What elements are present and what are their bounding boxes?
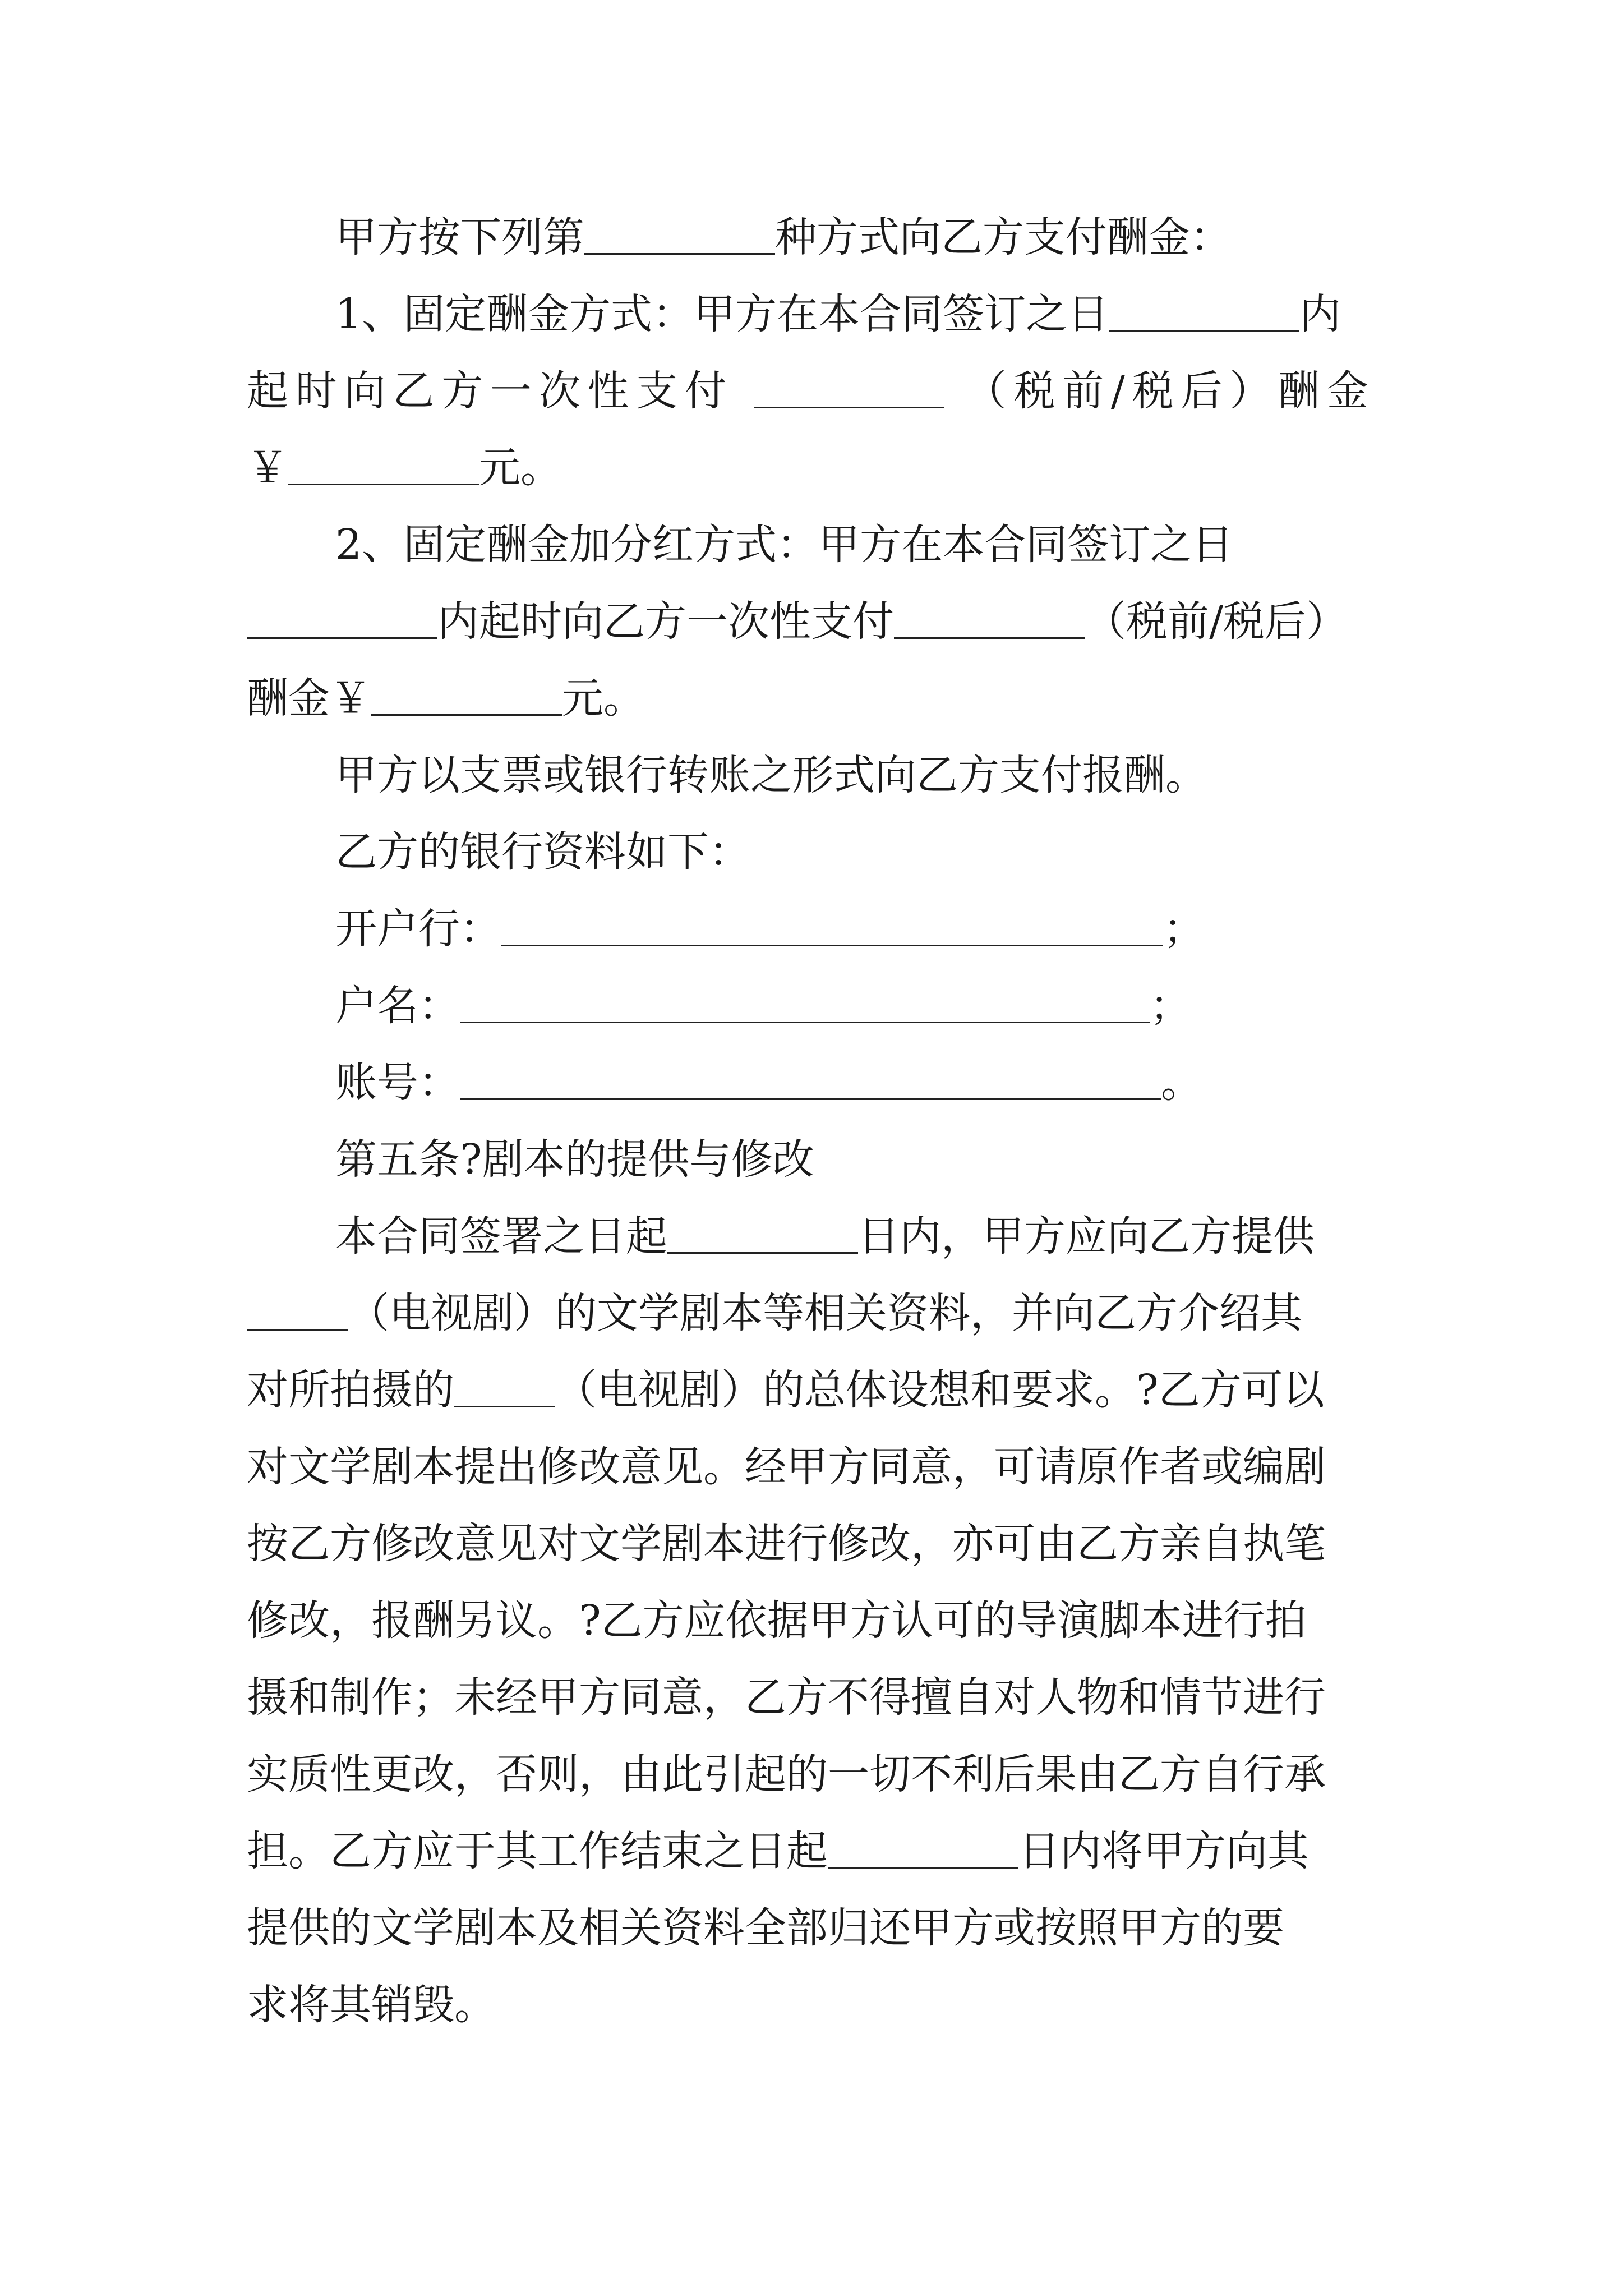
account-name-blank [460,980,1150,1023]
text: 2、固定酬金加分红方式：甲方在本合同签订之日 [335,521,1234,569]
text: 对所拍摄的 [247,1366,454,1414]
text: （税前/税后）酬金 [965,367,1368,415]
text: 内 [1299,290,1341,338]
text: （电视剧）的总体设想和要求。?乙方可以 [555,1366,1325,1414]
contract-body [247,199,1368,2044]
account-name-line [247,968,1368,1045]
days-blank [247,596,437,639]
label: 账号： [335,1059,460,1107]
article-line-4 [247,1429,1368,1506]
text: 元。 [562,674,645,723]
text: ￥ [247,444,288,492]
text: ； [1163,905,1205,953]
article-line-11 [247,1967,1368,2044]
fixed-fee-line-2 [247,353,1368,430]
text: 元。 [479,444,562,492]
text: 内起时向乙方一次性支付 [437,597,894,646]
text: ； [1150,982,1191,1030]
text: 第五条?剧本的提供与修改 [335,1135,814,1184]
account-number-line [247,1045,1368,1121]
amount-blank [288,442,479,485]
text: 1、固定酬金方式：甲方在本合同签订之日 [335,290,1109,338]
text: 乙方的银行资料如下： [335,828,750,876]
text: 起时向乙方一次性支付 [247,367,734,415]
article-line-5 [247,1506,1368,1582]
payment-form-line [247,737,1368,814]
text: 。 [1161,1059,1202,1107]
text: 提供的文学剧本及相关资料全部归还甲方或按照甲方的要 [247,1904,1284,1952]
text: 酬金￥ [247,674,371,723]
amount-blank [371,673,562,716]
article-line-9 [247,1813,1368,1890]
article-line-6 [247,1582,1368,1659]
text: 担。乙方应于其工作结束之日起 [247,1827,828,1875]
bank-info-intro [247,814,1368,891]
text: 甲方以支票或银行转账之形式向乙方支付报酬。 [335,751,1207,799]
text: （电视剧）的文学剧本等相关资料，并向乙方介绍其 [348,1289,1302,1337]
article-title [247,1121,1368,1198]
payment-blank [894,596,1085,639]
account-number-blank [460,1057,1161,1100]
text: 甲方按下列第 [335,213,584,261]
text: 对文学剧本提出修改意见。经甲方同意，可请原作者或编剧 [247,1443,1326,1491]
text: 按乙方修改意见对文学剧本进行修改，亦可由乙方亲自执笔 [247,1520,1326,1568]
article-line-1 [247,1198,1368,1275]
text: 求将其销毁。 [247,1981,496,2029]
label: 开户行： [335,905,501,953]
days-blank [667,1211,858,1254]
text: 本合同签署之日起 [335,1212,667,1260]
article-line-10 [247,1890,1368,1967]
fixed-fee-line-3 [247,430,1368,507]
text: 日内将甲方向其 [1018,1827,1309,1875]
article-line-8 [247,1736,1368,1813]
text: 摄和制作；未经甲方同意，乙方不得擅自对人物和情节进行 [247,1673,1326,1722]
text: （税前/税后） [1085,597,1348,646]
text: 实质性更改，否则，由此引起的一切不利后果由乙方自行承 [247,1750,1326,1798]
days-blank [828,1825,1018,1869]
article-line-2 [247,1275,1368,1352]
bonus-fee-line-1 [247,507,1368,583]
fixed-fee-line-1 [247,276,1368,353]
method-number-blank [584,211,775,255]
text: 日内，甲方应向乙方提供 [858,1212,1315,1260]
text: 种方式向乙方支付酬金： [775,213,1232,261]
bonus-fee-line-3 [247,660,1368,737]
label: 户名： [335,982,460,1030]
bonus-fee-line-2 [247,583,1368,660]
tv-series-blank [454,1364,555,1407]
text: 修改，报酬另议。?乙方应依据甲方认可的导演脚本进行拍 [247,1596,1307,1645]
payment-method-line [247,199,1368,276]
article-line-3 [247,1352,1368,1429]
bank-name-line [247,891,1368,968]
days-blank [1109,288,1299,332]
article-line-7 [247,1659,1368,1736]
tv-series-blank [247,1287,348,1331]
bank-name-blank [501,903,1163,946]
payment-blank [754,365,944,408]
